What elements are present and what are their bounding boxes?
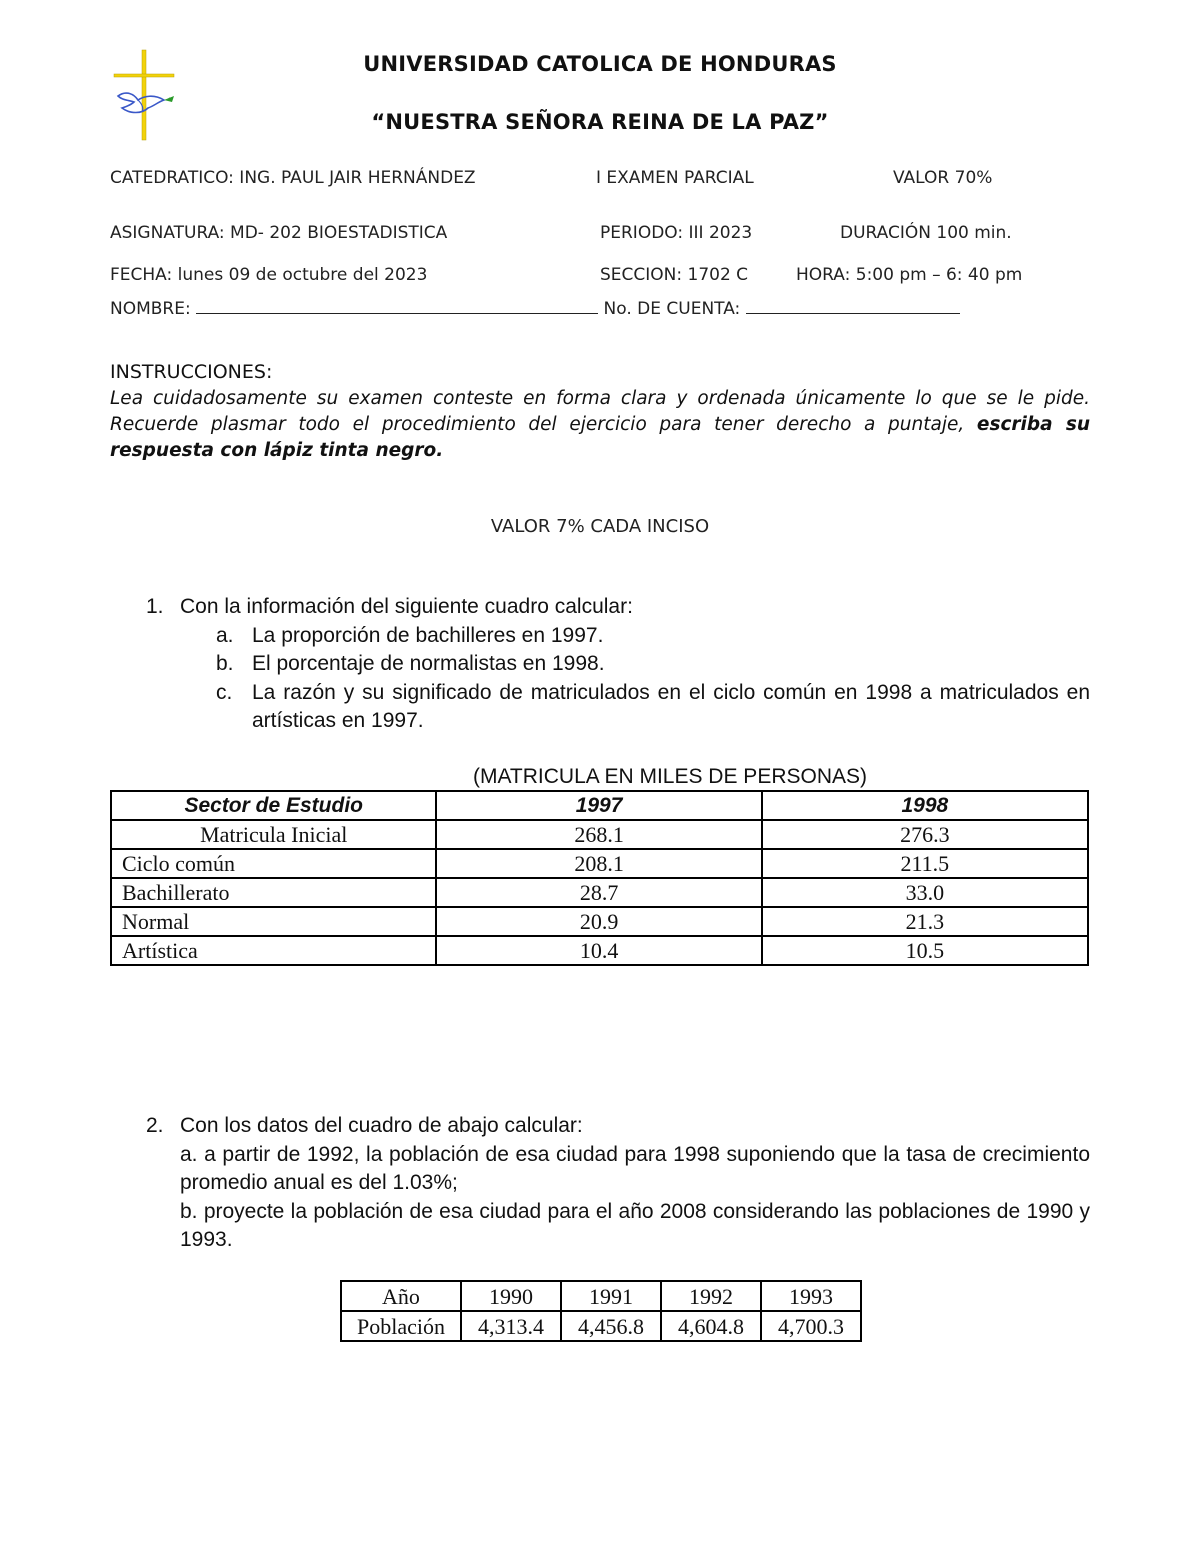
table-cell: Bachillerato	[111, 878, 436, 907]
table-cell: 21.3	[762, 907, 1088, 936]
question-2-part-b: b. proyecte la población de esa ciudad para el año 2008 considerando las poblaciones de 1990 y 1993.	[180, 1199, 1090, 1251]
subject-line: ASIGNATURA: MD- 202 BIOESTADISTICA	[110, 223, 448, 243]
question-1-text: Con la información del siguiente cuadro calcular:	[180, 595, 633, 618]
table-row	[111, 936, 1088, 965]
table-cell: 10.5	[762, 936, 1088, 965]
table-cell: 28.7	[436, 878, 761, 907]
population-label: Población	[341, 1311, 461, 1341]
enrollment-table	[110, 790, 1089, 966]
table-cell: 211.5	[762, 849, 1088, 878]
table-cell: 276.3	[762, 820, 1088, 849]
question-1-item-b	[146, 650, 1090, 679]
account-input-line[interactable]	[746, 299, 960, 314]
table-row	[111, 849, 1088, 878]
instructions-emphasis: escriba su respuesta con lápiz tinta negro.	[110, 414, 1090, 461]
exam-value: VALOR 70%	[893, 168, 993, 188]
table-cell: Ciclo común	[111, 849, 436, 878]
item-text: El porcentaje de normalistas en 1998.	[252, 652, 605, 675]
question-2-number: 2.	[146, 1114, 164, 1137]
table-cell: 4,604.8	[661, 1311, 761, 1341]
table-row	[341, 1281, 861, 1311]
question-2-text: Con los datos del cuadro de abajo calcular:	[180, 1114, 583, 1137]
header-sector: Sector de Estudio	[111, 791, 436, 820]
table-cell: 4,313.4	[461, 1311, 561, 1341]
duration-line: DURACIÓN 100 min.	[840, 223, 1012, 243]
name-input-line[interactable]	[196, 299, 598, 314]
university-name: UNIVERSIDAD CATOLICA DE HONDURAS	[363, 52, 837, 76]
item-label: a.	[216, 623, 234, 647]
table-row	[341, 1311, 861, 1341]
table-cell: Normal	[111, 907, 436, 936]
question-2	[146, 1112, 1090, 1255]
table-cell: 1990	[461, 1281, 561, 1311]
period-line: PERIODO: III 2023	[600, 223, 753, 243]
table-cell: 33.0	[762, 878, 1088, 907]
question-1-number: 1.	[146, 595, 164, 618]
item-text: La razón y su significado de matriculados en el ciclo común en 1998 a matriculados en artísticas en 1997.	[252, 680, 1090, 732]
table-cell: 208.1	[436, 849, 761, 878]
table-cell: 20.9	[436, 907, 761, 936]
account-label: No. DE CUENTA:	[603, 299, 741, 319]
table-cell: 1992	[661, 1281, 761, 1311]
table-header-row	[111, 791, 1088, 820]
question-1	[146, 593, 1090, 736]
table-cell: 4,700.3	[761, 1311, 861, 1341]
exam-title: I EXAMEN PARCIAL	[596, 168, 754, 188]
header-1997: 1997	[436, 791, 761, 820]
table-cell: 1993	[761, 1281, 861, 1311]
table-cell: 10.4	[436, 936, 761, 965]
table-cell: Artística	[111, 936, 436, 965]
header-1998: 1998	[762, 791, 1088, 820]
question-1-item-c	[146, 679, 1090, 736]
table-row	[111, 907, 1088, 936]
campus-name: “NUESTRA SEÑORA REINA DE LA PAZ”	[371, 110, 829, 134]
question-1-item-a	[146, 622, 1090, 651]
item-text: La proporción de bachilleres en 1997.	[252, 623, 604, 647]
section-line: SECCION: 1702 C	[600, 265, 749, 285]
teacher-line: CATEDRATICO: ING. PAUL JAIR HERNÁNDEZ	[110, 168, 476, 188]
population-table	[340, 1280, 862, 1342]
instructions-text	[110, 386, 1090, 464]
value-each-item: VALOR 7% CADA INCISO	[490, 516, 710, 537]
table-row	[111, 878, 1088, 907]
table-cell: Matricula Inicial	[111, 820, 436, 849]
table-1-caption: (MATRICULA EN MILES DE PERSONAS)	[472, 765, 868, 788]
time-line: HORA: 5:00 pm – 6: 40 pm	[796, 265, 1023, 285]
table-row	[111, 820, 1088, 849]
question-2-part-a: a. a partir de 1992, la población de esa ciudad para 1998 suponiendo que la tasa de crecimiento promedio anual es del 1.03%;	[180, 1142, 1090, 1194]
item-label: b.	[216, 652, 234, 675]
instructions-heading: INSTRUCCIONES:	[110, 361, 273, 383]
date-line: FECHA: lunes 09 de octubre del 2023	[110, 265, 428, 285]
table-cell: 1991	[561, 1281, 661, 1311]
instructions-body: Lea cuidadosamente su examen conteste en forma clara y ordenada únicamente lo que se le pide. Recuerde plasmar todo el procedimiento del ejercicio para tener derecho a puntaje,	[110, 388, 1090, 435]
table-cell: 4,456.8	[561, 1311, 661, 1341]
table-cell: 268.1	[436, 820, 761, 849]
name-label: NOMBRE:	[110, 299, 191, 319]
item-label: c.	[216, 680, 233, 704]
name-row	[110, 299, 960, 319]
year-label: Año	[341, 1281, 461, 1311]
